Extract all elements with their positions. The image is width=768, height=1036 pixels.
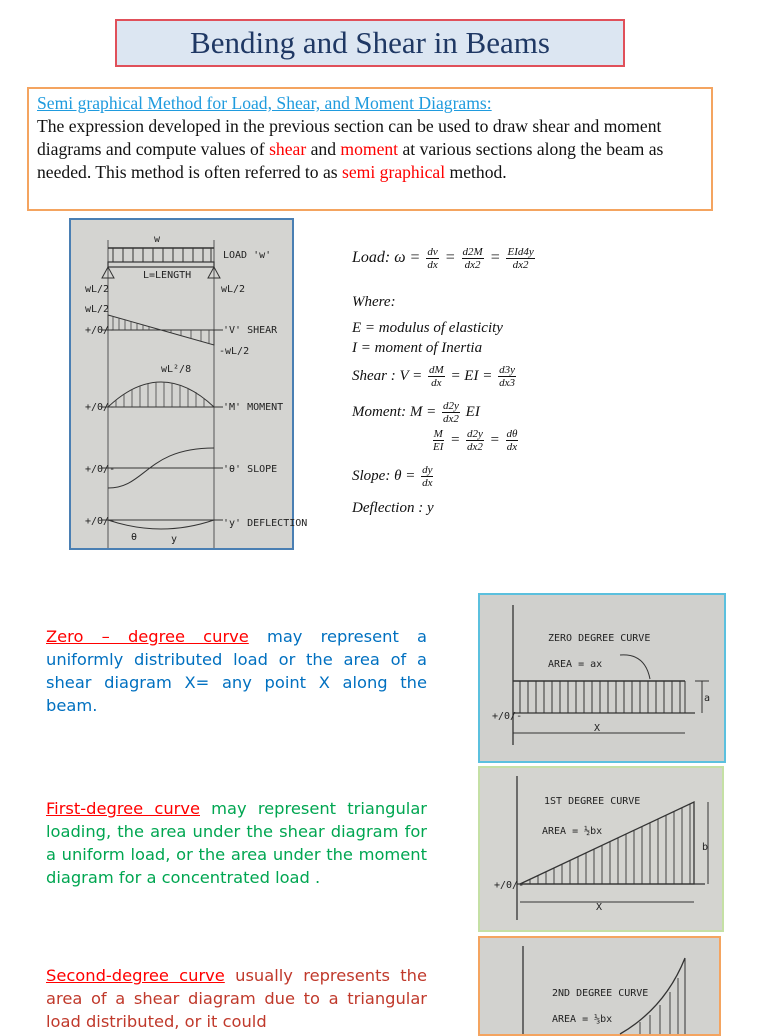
zero-area-label: AREA = ax — [548, 659, 603, 670]
slope-sign-label: +/0/- — [85, 464, 116, 475]
first-degree-text: may represent triangular loading, the area under the shear diagram for a uniform load, or the area under the moment diagram for a concentrated load . — [46, 799, 427, 887]
moment-lhs: Moment: M = — [352, 403, 437, 420]
load-label: LOAD 'w' — [223, 250, 272, 261]
d2y-dx2: $\frac{d2y}{dx2}$ — [443, 400, 459, 425]
intro-heading: Semi graphical Method for Load, Shear, and Moment Diagrams: — [37, 93, 492, 113]
slope-lhs: Slope: θ = — [352, 467, 416, 484]
y-label: y — [171, 534, 178, 545]
dy-dx: $\frac{dy}{dx}$ — [422, 464, 433, 489]
second-degree-sketch — [480, 938, 719, 1034]
reaction-left-label: wL/2 — [85, 284, 110, 295]
intro-text-2: and — [306, 139, 341, 159]
zero-degree-term: Zero – degree curve — [46, 627, 249, 646]
eid4y-dx2: $\frac{\text{EId4y}}{dx2}$ — [507, 246, 534, 271]
load-lhs: Load: ω = — [352, 249, 421, 267]
second-area-label: AREA = ⅓bx — [552, 1014, 613, 1025]
shear-min-label: -wL/2 — [219, 346, 250, 357]
first-degree-term: First-degree curve — [46, 799, 200, 818]
reaction-right-label: wL/2 — [221, 284, 246, 295]
intro-semi-graphical: semi graphical — [342, 162, 446, 182]
zero-degree-text: may represent a uniformly distributed load or the area of a shear diagram X= any point X along the beam. — [46, 627, 427, 715]
w-label: w — [154, 234, 161, 245]
intro-text-3: at various sections along the beam as needed. This method is often referred to as — [37, 139, 664, 182]
shear-sign-label: +/0/- — [85, 325, 116, 336]
first-area-label: AREA = ½bx — [542, 826, 603, 837]
first-sign-label: +/0/- — [494, 880, 525, 891]
first-curve-label: 1ST DEGREE CURVE — [544, 796, 641, 807]
first-side-label: b — [702, 842, 709, 853]
d3y-dx3: $\frac{d3y}{dx3}$ — [499, 364, 515, 389]
m-ei: $\frac{M}{EI}$ — [433, 428, 444, 453]
length-label: L=LENGTH — [143, 270, 192, 281]
page-title: Bending and Shear in Beams — [115, 19, 625, 67]
intro-text — [37, 115, 703, 184]
formulas-panel — [352, 240, 752, 540]
deflection-equation: Deflection : y — [352, 500, 434, 516]
second-degree-photo — [478, 936, 721, 1036]
moment-max-label: wL²/8 — [161, 364, 192, 375]
zero-x-label: X — [594, 723, 601, 734]
dm-dx: $\frac{dM}{dx}$ — [429, 364, 444, 389]
eq-1: = — [444, 249, 456, 267]
zero-sign-label: +/0/- — [492, 711, 523, 722]
second-degree-description — [46, 964, 427, 1033]
second-degree-term: Second-degree curve — [46, 966, 225, 985]
eq-3: = — [450, 431, 461, 448]
intro-box — [27, 87, 713, 211]
load-equation — [352, 246, 537, 271]
ei-eq: = EI = — [450, 367, 493, 384]
shear-lhs: Shear : V = — [352, 367, 423, 384]
intro-shear: shear — [269, 139, 307, 159]
eq-4: = — [489, 431, 500, 448]
zero-curve-label: ZERO DEGREE CURVE — [548, 633, 651, 644]
where-label: Where: — [352, 294, 396, 310]
d2y-dx2-b: $\frac{d2y}{dx2}$ — [467, 428, 483, 453]
first-x-label: X — [596, 902, 603, 913]
i-definition: I = moment of Inertia — [352, 340, 483, 356]
shear-max-label: wL/2 — [85, 304, 110, 315]
theta-label: θ — [131, 532, 138, 543]
d2m-dx2: $\frac{d2M}{dx2}$ — [462, 246, 483, 271]
intro-moment: moment — [340, 139, 399, 159]
zero-side-label: a — [704, 693, 711, 704]
moment-label: 'M' MOMENT — [223, 402, 284, 413]
deflection-label: 'y' DEFLECTION — [223, 518, 308, 529]
deflection-sign-label: +/0/- — [85, 516, 116, 527]
zero-degree-sketch — [480, 595, 724, 761]
dtheta-dx: $\frac{d\theta}{dx}$ — [506, 428, 518, 453]
shear-label: 'V' SHEAR — [223, 325, 278, 336]
m-over-ei-equation — [430, 428, 520, 453]
ei: EI — [465, 403, 480, 420]
e-definition: E = modulus of elasticity — [352, 320, 503, 336]
dv-dx: $\frac{dv}{dx}$ — [427, 246, 438, 271]
first-degree-sketch — [480, 768, 722, 930]
second-curve-label: 2ND DEGREE CURVE — [552, 988, 649, 999]
slope-equation — [352, 464, 435, 489]
moment-equation — [352, 400, 480, 425]
beam-diagrams-photo — [69, 218, 308, 550]
eq-2: = — [489, 249, 501, 267]
zero-degree-description — [46, 625, 427, 717]
second-degree-text: usually represents the area of a shear diagram due to a triangular load distributed, or it could — [46, 966, 428, 1031]
moment-sign-label: +/0/- — [85, 402, 116, 413]
shear-equation — [352, 364, 518, 389]
intro-text-1: The expression developed in the previous section can be used to draw shear and moment diagrams and compute values of — [37, 116, 662, 159]
first-degree-photo — [478, 766, 724, 932]
slope-label: 'θ' SLOPE — [223, 464, 278, 475]
first-degree-description — [46, 797, 427, 889]
beam-diagrams-sketch — [71, 220, 308, 548]
intro-text-4: method. — [445, 162, 507, 182]
zero-degree-photo — [478, 593, 726, 763]
